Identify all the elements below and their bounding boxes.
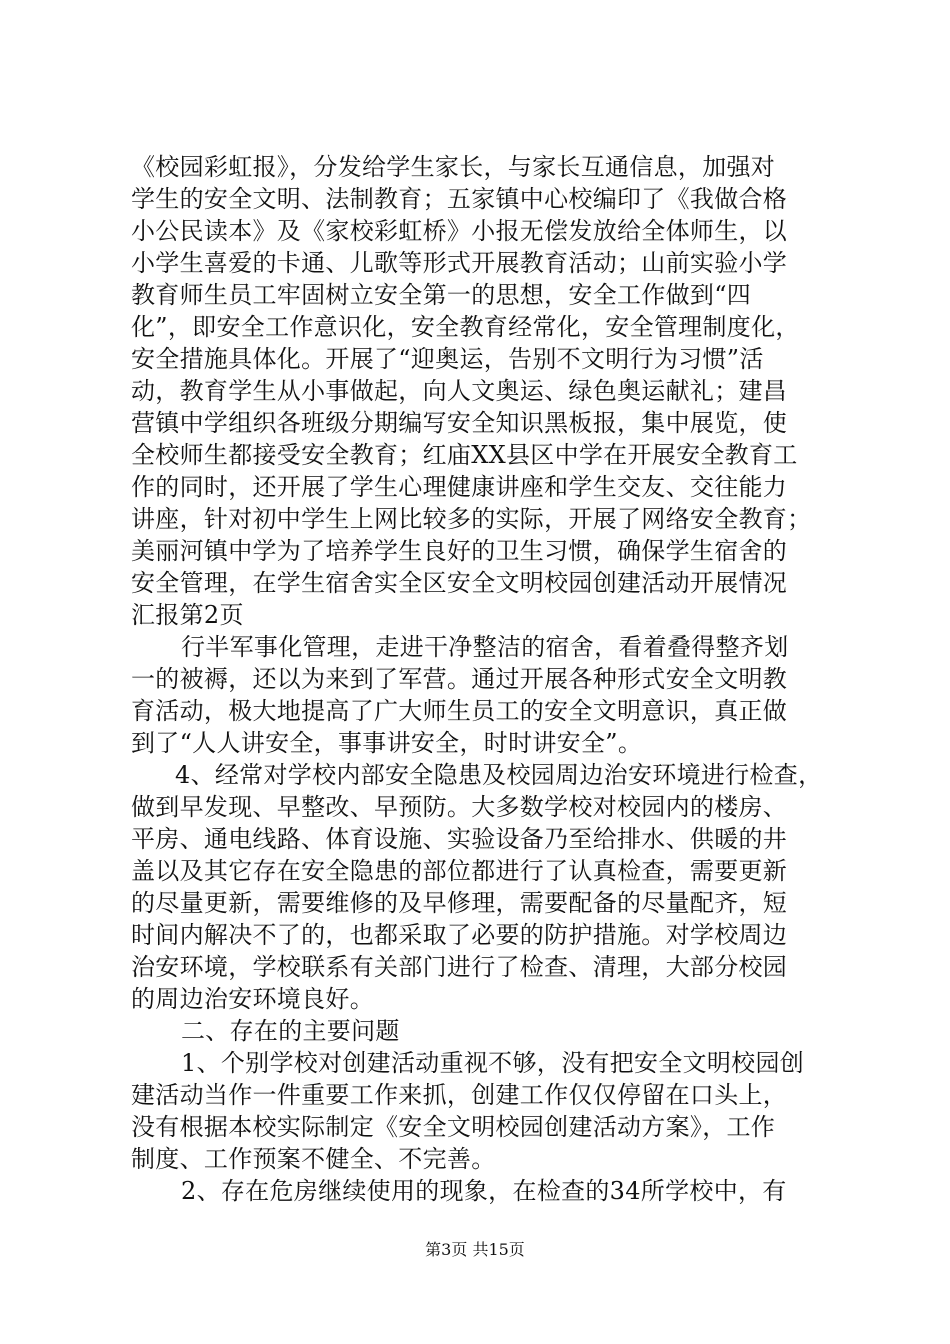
- text-line: 时间内解决不了的，也都采取了必要的防护措施。对学校周边: [131, 921, 788, 949]
- text-line: 《校园彩虹报》，分发给学生家长，与家长互通信息，加强对: [131, 153, 776, 181]
- text-line: 安全措施具体化。开展了“迎奥运，告别不文明行为习惯”活: [131, 345, 764, 373]
- text-line: 做到早发现、早整改、早预防。大多数学校对校园内的楼房、: [131, 793, 788, 821]
- text-line: 没有根据本校实际制定《安全文明校园创建活动方案》，工作: [131, 1113, 776, 1141]
- page-footer: 第3页 共15页: [425, 1240, 525, 1259]
- text-line: 教育师生员工牢固树立安全第一的思想，安全工作做到“四: [131, 281, 752, 309]
- text-line: 治安环境，学校联系有关部门进行了检查、清理，大部分校园: [131, 953, 788, 981]
- text-line: 建活动当作一件重要工作来抓，创建工作仅仅停留在口头上，: [131, 1081, 788, 1109]
- text-line: 美丽河镇中学为了培养学生良好的卫生习惯，确保学生宿舍的: [131, 537, 788, 565]
- text-line: 全校师生都接受安全教育；红庙XX县区中学在开展安全教育工: [131, 441, 798, 469]
- text-line: 1、个别学校对创建活动重视不够，没有把安全文明校园创: [181, 1049, 805, 1077]
- text-line: 制度、工作预案不健全、不完善。: [131, 1145, 496, 1173]
- text-line: 小学生喜爱的卡通、儿歌等形式开展教育活动；山前实验小学: [131, 249, 788, 277]
- text-line: 化”，即安全工作意识化，安全教育经常化，安全管理制度化，: [131, 313, 800, 341]
- text-line: 学生的安全文明、法制教育；五家镇中心校编印了《我做合格: [131, 185, 788, 213]
- text-line: 讲座，针对初中学生上网比较多的实际，开展了网络安全教育；: [131, 505, 812, 533]
- text-line: 汇报第2页: [131, 601, 244, 629]
- text-line: 盖以及其它存在安全隐患的部位都进行了认真检查，需要更新: [131, 857, 788, 885]
- text-line: 安全管理，在学生宿舍实全区安全文明校园创建活动开展情况: [131, 569, 788, 597]
- text-line: 的周边治安环境良好。: [131, 985, 374, 1013]
- text-line: 二、存在的主要问题: [181, 1017, 400, 1045]
- text-line: 的尽量更新，需要维修的及早修理，需要配备的尽量配齐，短: [131, 889, 788, 917]
- text-line: 4、经常对学校内部安全隐患及校园周边治安环境进行检查，: [175, 761, 823, 789]
- text-line: 动，教育学生从小事做起，向人文奥运、绿色奥运献礼；建昌: [131, 377, 788, 405]
- text-line: 营镇中学组织各班级分期编写安全知识黑板报，集中展览，使: [131, 409, 788, 437]
- text-line: 2、存在危房继续使用的现象，在检查的34所学校中，有: [181, 1177, 787, 1205]
- document-body: [131, 151, 843, 1207]
- text-line: 平房、通电线路、体育设施、实验设备乃至给排水、供暖的井: [131, 825, 788, 853]
- text-line: 作的同时，还开展了学生心理健康讲座和学生交友、交往能力: [131, 473, 788, 501]
- text-line: 一的被褥，还以为来到了军营。通过开展各种形式安全文明教: [131, 665, 788, 693]
- text-line: 到了“人人讲安全，事事讲安全，时时讲安全”。: [131, 729, 643, 757]
- text-line: 小公民读本》及《家校彩虹桥》小报无偿发放给全体师生，以: [131, 217, 788, 245]
- text-line: 行半军事化管理，走进干净整洁的宿舍，看着叠得整齐划: [181, 633, 789, 661]
- text-line: 育活动，极大地提高了广大师生员工的安全文明意识，真正做: [131, 697, 788, 725]
